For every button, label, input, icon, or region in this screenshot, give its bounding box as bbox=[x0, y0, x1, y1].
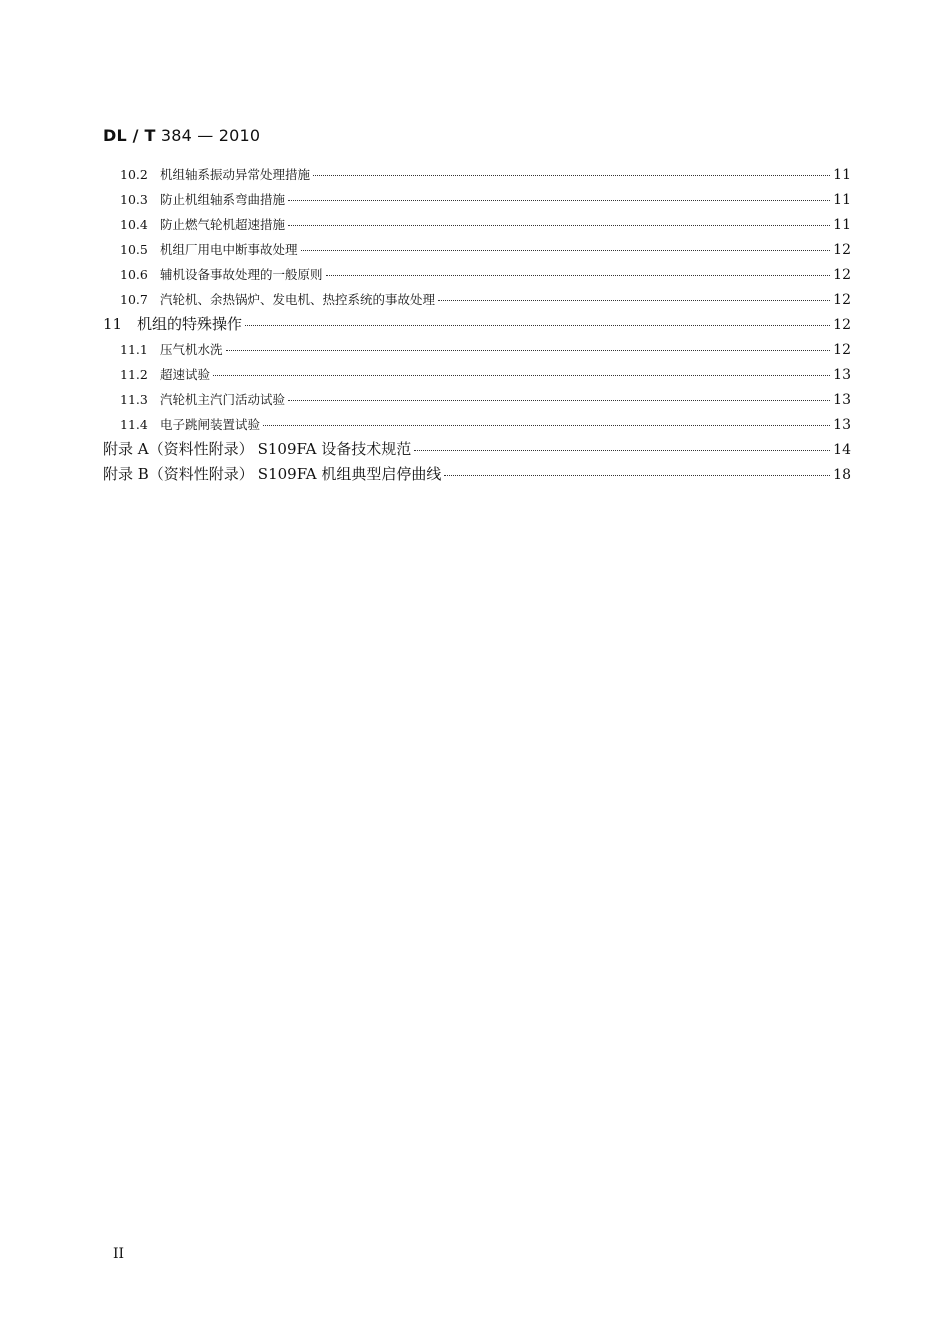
toc-entry-title: 机组的特殊操作 bbox=[137, 315, 243, 333]
page-number: II bbox=[113, 1246, 125, 1262]
toc-dot-leader bbox=[226, 343, 831, 356]
toc-entry-page: 12 bbox=[833, 242, 851, 258]
toc-entry-page: 12 bbox=[833, 317, 851, 333]
toc-dot-leader bbox=[213, 368, 830, 381]
toc-entry-title: S109FA 设备技术规范 bbox=[257, 440, 412, 458]
toc-entry[interactable] bbox=[103, 187, 851, 212]
toc-entry-title: 超速试验 bbox=[160, 367, 211, 382]
toc-entry-number: 11 bbox=[103, 315, 123, 333]
toc-entry-page: 13 bbox=[833, 367, 851, 383]
toc-dot-leader bbox=[288, 193, 830, 206]
toc-entry-page: 11 bbox=[833, 192, 851, 208]
toc-entry-page: 12 bbox=[833, 292, 851, 308]
toc-entry-title: 防止燃气轮机超速措施 bbox=[160, 217, 286, 232]
toc-appendix-label: 附录 A（资料性附录） bbox=[103, 440, 254, 458]
toc-entry[interactable] bbox=[103, 412, 851, 437]
toc-entry-title: 辅机设备事故处理的一般原则 bbox=[160, 267, 323, 282]
toc-appendix-label: 附录 B（资料性附录） bbox=[103, 465, 254, 483]
toc-entry-page: 12 bbox=[833, 267, 851, 283]
toc-entry-page: 18 bbox=[833, 467, 851, 483]
toc-entry[interactable] bbox=[103, 287, 851, 312]
toc-entry[interactable] bbox=[103, 162, 851, 187]
toc-entry-title: S109FA 机组典型启停曲线 bbox=[257, 465, 442, 483]
toc-dot-leader bbox=[301, 243, 831, 256]
toc-entry-page: 14 bbox=[833, 442, 851, 458]
standard-number: 384 — 2010 bbox=[160, 126, 261, 145]
toc-entry-title: 机组厂用电中断事故处理 bbox=[160, 242, 298, 257]
toc-entry-page: 13 bbox=[833, 417, 851, 433]
toc-entry-title: 机组轴系振动异常处理措施 bbox=[160, 167, 311, 182]
toc-entry-title: 压气机水洗 bbox=[160, 342, 223, 357]
toc-chapter-entry[interactable] bbox=[103, 312, 851, 337]
toc-dot-leader bbox=[438, 293, 830, 306]
toc-entry-page: 11 bbox=[833, 217, 851, 233]
toc-appendix-entry[interactable] bbox=[103, 437, 851, 462]
toc-entry-number: 10.2 bbox=[120, 167, 148, 182]
toc-entry-title: 电子跳闸装置试验 bbox=[160, 417, 261, 432]
toc-entry-number: 11.3 bbox=[120, 392, 148, 407]
toc-entry-title: 汽轮机主汽门活动试验 bbox=[160, 392, 286, 407]
toc-entry-number: 11.4 bbox=[120, 417, 148, 432]
toc-entry[interactable] bbox=[103, 387, 851, 412]
toc-dot-leader bbox=[245, 317, 830, 332]
toc-entry-page: 13 bbox=[833, 392, 851, 408]
toc-dot-leader bbox=[414, 442, 830, 457]
toc-entry[interactable] bbox=[103, 362, 851, 387]
toc-dot-leader bbox=[288, 393, 830, 406]
page-header bbox=[103, 126, 260, 145]
toc-entry[interactable] bbox=[103, 237, 851, 262]
toc-entry-number: 10.4 bbox=[120, 217, 148, 232]
toc-entry-number: 11.1 bbox=[120, 342, 148, 357]
table-of-contents bbox=[103, 162, 851, 487]
toc-entry-page: 12 bbox=[833, 342, 851, 358]
toc-dot-leader bbox=[444, 467, 830, 482]
toc-entry[interactable] bbox=[103, 212, 851, 237]
standard-prefix: DL / T bbox=[103, 126, 156, 145]
toc-dot-leader bbox=[288, 218, 830, 231]
toc-entry-number: 10.7 bbox=[120, 292, 148, 307]
toc-entry[interactable] bbox=[103, 262, 851, 287]
toc-entry-number: 11.2 bbox=[120, 367, 148, 382]
toc-dot-leader bbox=[326, 268, 831, 281]
toc-entry[interactable] bbox=[103, 337, 851, 362]
toc-entry-title: 防止机组轴系弯曲措施 bbox=[160, 192, 286, 207]
toc-entry-title: 汽轮机、余热锅炉、发电机、热控系统的事故处理 bbox=[160, 292, 436, 307]
toc-appendix-entry[interactable] bbox=[103, 462, 851, 487]
toc-entry-number: 10.3 bbox=[120, 192, 148, 207]
toc-entry-number: 10.5 bbox=[120, 242, 148, 257]
toc-entry-page: 11 bbox=[833, 167, 851, 183]
toc-dot-leader bbox=[263, 418, 830, 431]
toc-dot-leader bbox=[313, 168, 830, 181]
toc-entry-number: 10.6 bbox=[120, 267, 148, 282]
